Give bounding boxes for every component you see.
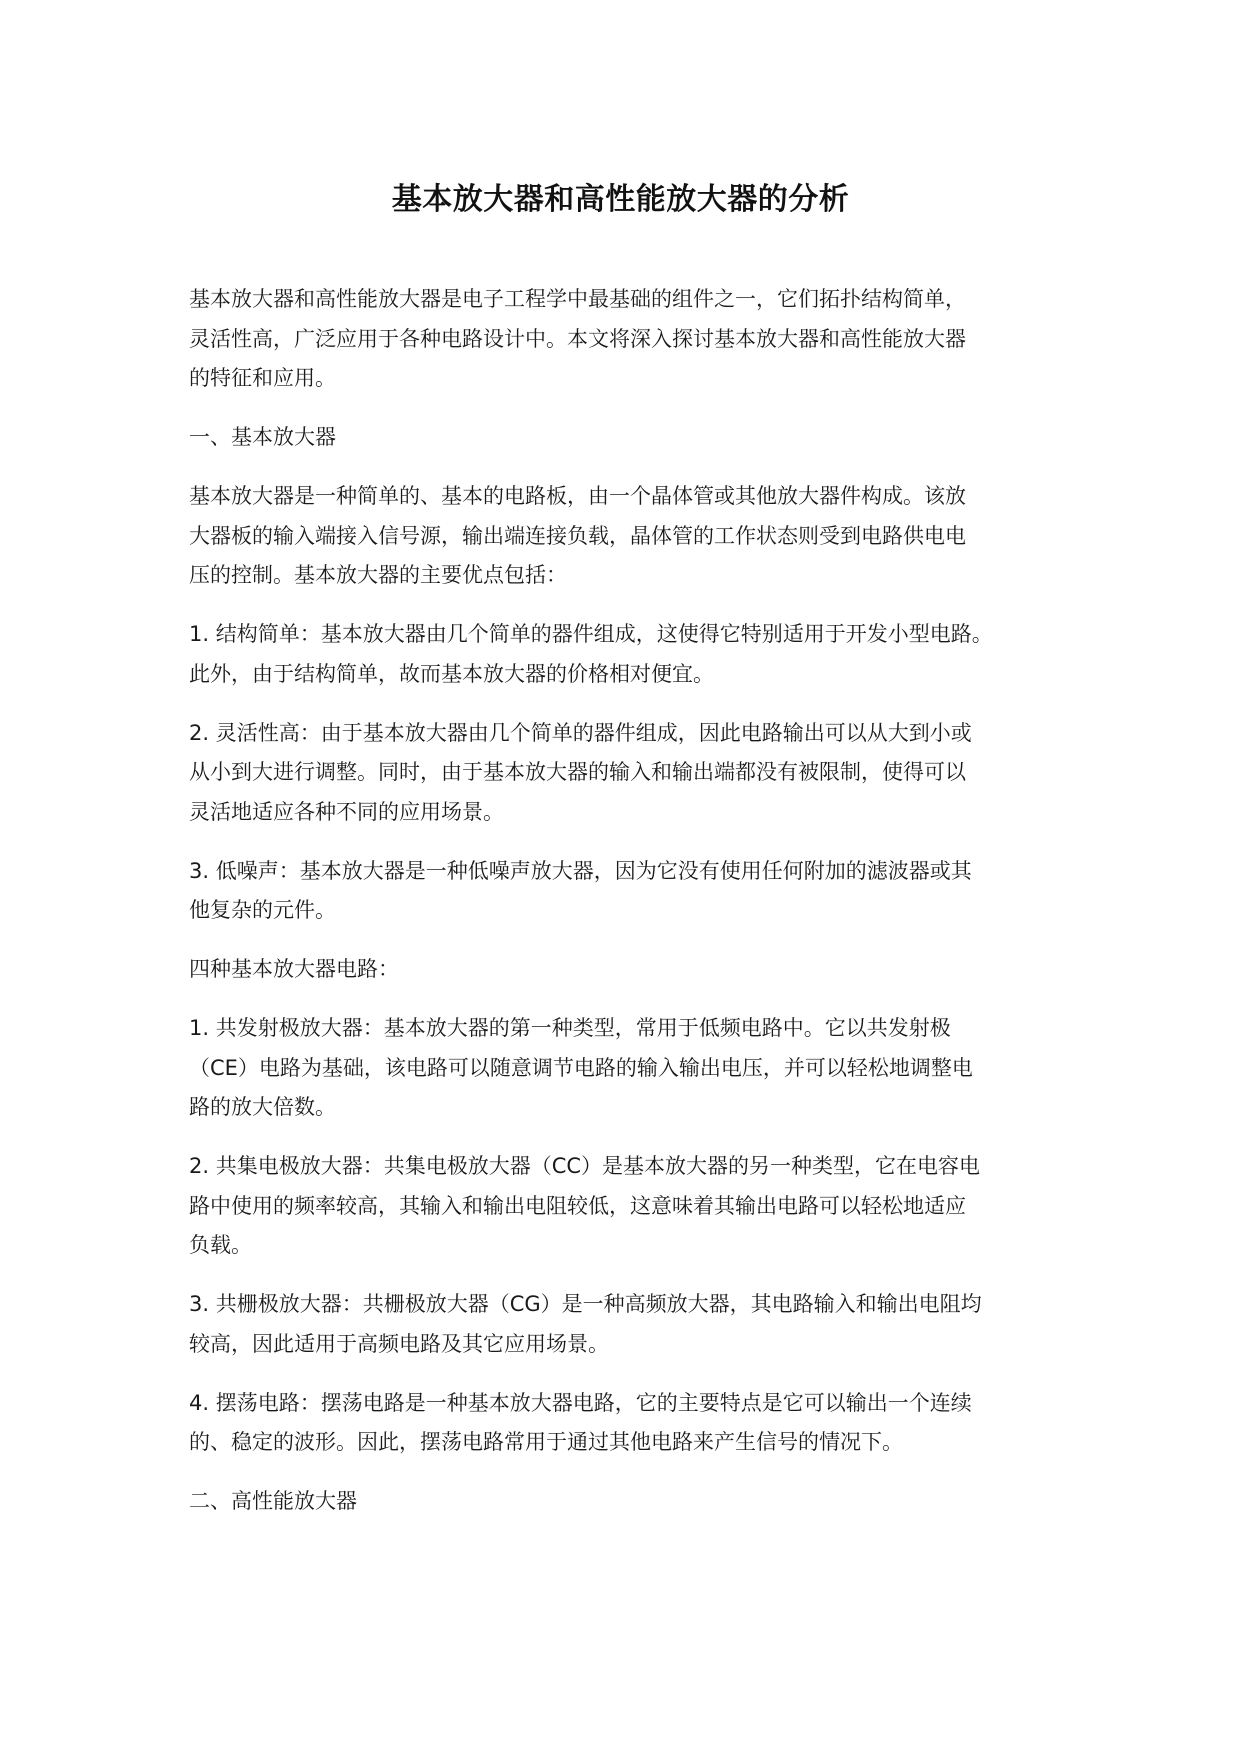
paragraph-intro [189, 280, 1069, 399]
text-line: 3. 低噪声：基本放大器是一种低噪声放大器，因为它没有使用任何附加的滤波器或其 [189, 858, 972, 883]
text-line: 基本放大器是一种简单的、基本的电路板，由一个晶体管或其他放大器件构成。该放 [189, 484, 966, 508]
text-line: 较高，因此适用于高频电路及其它应用场景。 [189, 1331, 609, 1356]
text-line: 4. 摆荡电路：摆荡电路是一种基本放大器电路，它的主要特点是它可以输出一个连续 [189, 1390, 972, 1415]
section-heading: 二、高性能放大器 [189, 1489, 357, 1513]
text-line: 的、稳定的波形。因此，摆荡电路常用于通过其他电路来产生信号的情况下。 [189, 1430, 903, 1454]
document-title: 基本放大器和高性能放大器的分析 [391, 182, 850, 217]
document-body [189, 280, 1069, 1541]
subheading-four-circuits [189, 950, 1069, 990]
text-line: 1. 结构简单：基本放大器由几个简单的器件组成，这使得它特别适用于开发小型电路。 [189, 622, 993, 646]
text-line: 此外，由于结构简单，故而基本放大器的价格相对便宜。 [189, 661, 714, 686]
list-item-common-gate [189, 1285, 1069, 1364]
text-line: 1. 共发射极放大器：基本放大器的第一种类型，常用于低频电路中。它以共发射极 [189, 1016, 951, 1040]
list-item-oscillator [189, 1384, 1069, 1463]
text-line: 负载。 [189, 1233, 252, 1257]
text-line: 压的控制。基本放大器的主要优点包括： [189, 563, 567, 587]
text-line: （CE）电路为基础，该电路可以随意调节电路的输入输出电压，并可以轻松地调整电 [189, 1055, 973, 1080]
list-item-common-emitter [189, 1009, 1069, 1128]
list-item-low-noise [189, 852, 1069, 931]
text-line: 的特征和应用。 [189, 366, 336, 390]
section-heading: 一、基本放大器 [189, 425, 336, 449]
text-line: 他复杂的元件。 [189, 898, 336, 922]
text-line: 2. 共集电极放大器：共集电极放大器（CC）是基本放大器的另一种类型，它在电容电 [189, 1154, 981, 1178]
text-line: 2. 灵活性高：由于基本放大器由几个简单的器件组成，因此电路输出可以从大到小或 [189, 720, 972, 745]
text-line: 灵活地适应各种不同的应用场景。 [189, 799, 504, 824]
text-line: 路的放大倍数。 [189, 1095, 336, 1119]
list-item-common-collector [189, 1147, 1069, 1266]
text-line: 从小到大进行调整。同时，由于基本放大器的输入和输出端都没有被限制，使得可以 [189, 760, 966, 784]
text-line: 大器板的输入端接入信号源，输出端连接负载，晶体管的工作状态则受到电路供电电 [189, 523, 966, 548]
text-line: 基本放大器和高性能放大器是电子工程学中最基础的组件之一，它们拓扑结构简单， [189, 287, 966, 311]
list-item-flexibility [189, 714, 1069, 833]
text-line: 路中使用的频率较高，其输入和输出电阻较低，这意味着其输出电路可以轻松地适应 [189, 1193, 966, 1218]
subheading: 四种基本放大器电路： [189, 957, 399, 981]
section-heading-high-performance [189, 1482, 1069, 1522]
text-line: 灵活性高，广泛应用于各种电路设计中。本文将深入探讨基本放大器和高性能放大器 [189, 326, 966, 351]
section-heading-basic-amplifier [189, 418, 1069, 458]
list-item-simple-structure [189, 615, 1069, 694]
paragraph-basic-amplifier [189, 477, 1069, 596]
text-line: 3. 共栅极放大器：共栅极放大器（CG）是一种高频放大器，其电路输入和输出电阻均 [189, 1292, 982, 1316]
